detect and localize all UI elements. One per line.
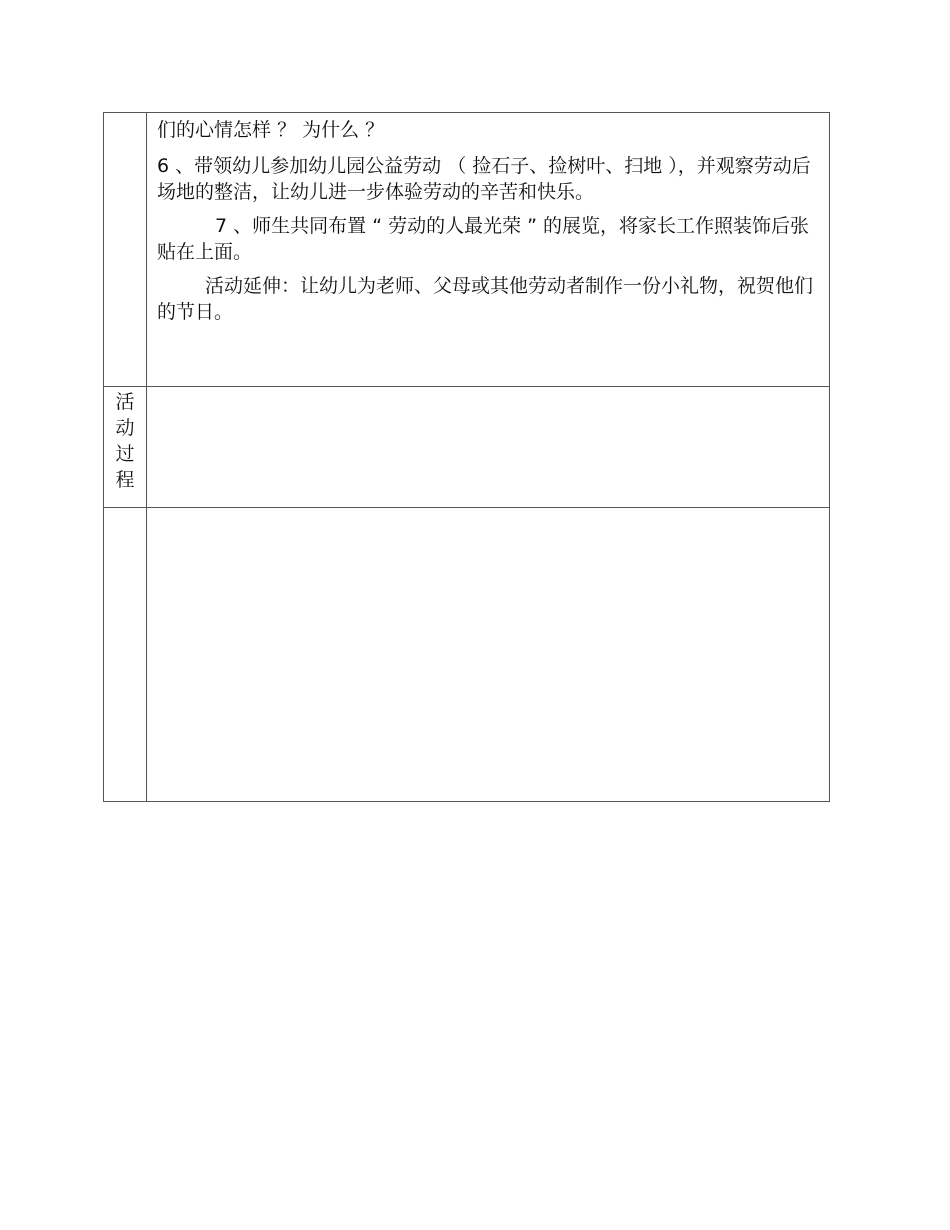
row-content-cell: [147, 113, 830, 387]
row-label-activity-process: 活动过程: [115, 391, 135, 491]
paragraph-question: 们的心情怎样 ？ 为什么 ？: [157, 119, 385, 141]
row-label-cell: [104, 113, 147, 387]
row-label-cell: [104, 387, 147, 508]
table-row: [104, 113, 830, 387]
row-content-cell: [147, 387, 830, 508]
table-row: [104, 508, 830, 802]
table-row: [104, 387, 830, 508]
row-label-cell: [104, 508, 147, 802]
paragraph-step-7: 7 、师生共同布置 “ 劳动的人最光荣 ” 的展览，将家长工作照装饰后张贴在上面。: [157, 215, 810, 263]
row-content-cell: [147, 508, 830, 802]
paragraph-activity-extension: 活动延伸：让幼儿为老师、父母或其他劳动者制作一份小礼物，祝贺他们的节日。: [157, 275, 814, 323]
activity-table: [103, 112, 830, 802]
paragraph-step-6: 6 、带领幼儿参加幼儿园公益劳动 （ 捡石子、捡树叶、扫地 ），并观察劳动后场地的整洁，让幼儿进一步体验劳动的辛苦和快乐。: [157, 155, 811, 203]
